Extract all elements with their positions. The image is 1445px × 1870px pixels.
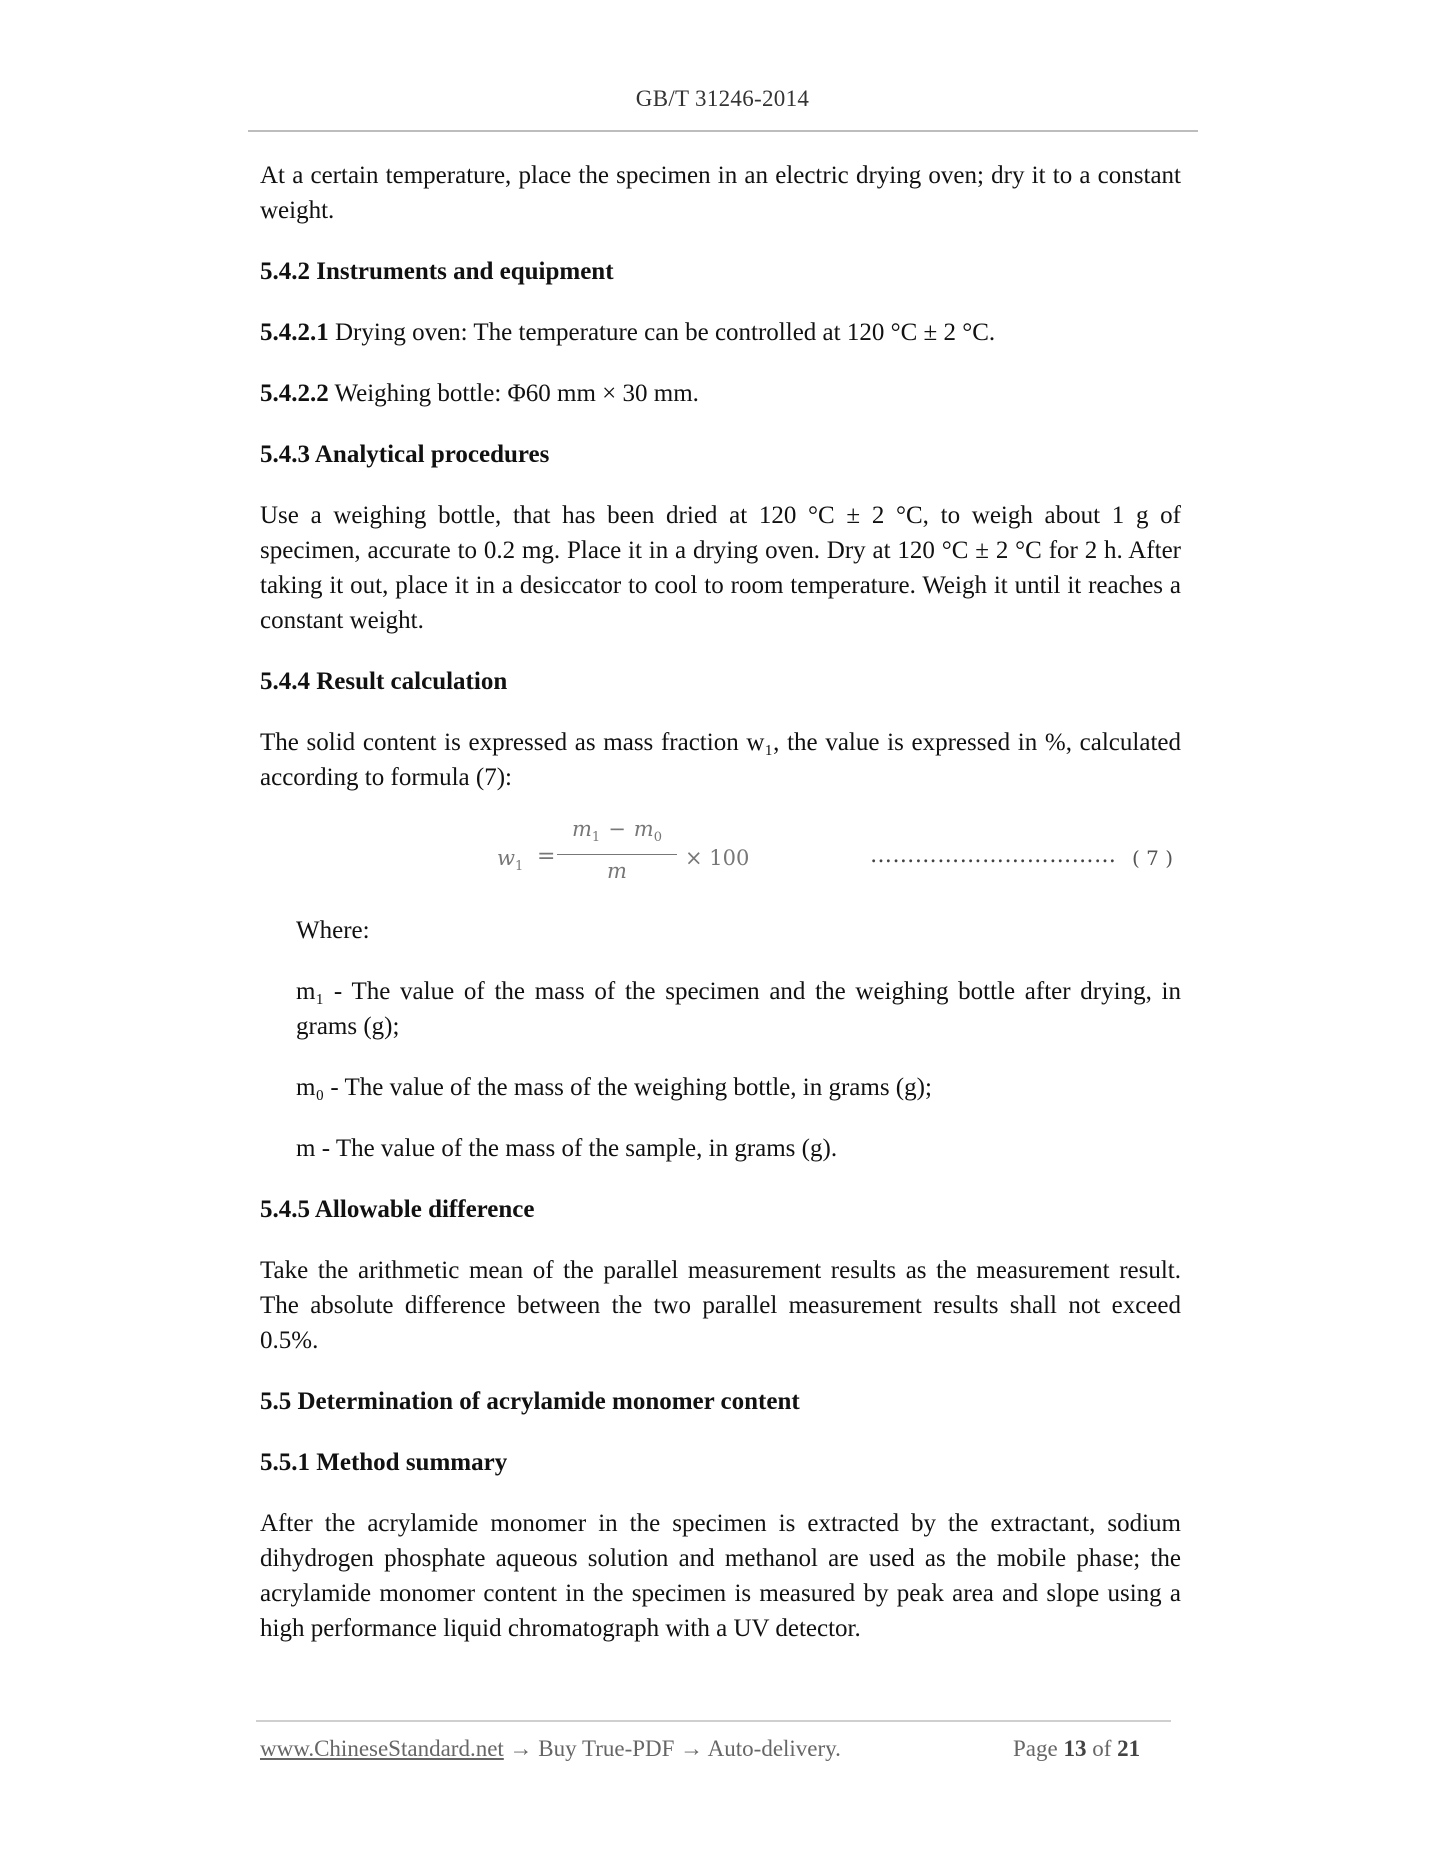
heading-5-4-5: 5.4.5 Allowable difference xyxy=(260,1196,535,1223)
page-total: 21 xyxy=(1117,1736,1141,1761)
of-label: of xyxy=(1092,1736,1112,1761)
heading-5-4-2: 5.4.2 Instruments and equipment xyxy=(260,258,614,285)
clause-text: Drying oven: The temperature can be controlled at 120 °C ± 2 °C. xyxy=(328,319,996,346)
clause-text: Weighing bottle: Φ60 mm × 30 mm. xyxy=(328,380,699,407)
formula-fraction xyxy=(557,815,677,887)
header-standard-number: GB/T 31246-2014 xyxy=(635,86,810,111)
heading-5-5: 5.5 Determination of acrylamide monomer content xyxy=(260,1388,800,1415)
allowable-difference-paragraph: Take the arithmetic mean of the parallel measurement results as the measurement result. The absolute difference between the two parallel measurement results shall not exceed 0.5%. xyxy=(260,1257,1181,1354)
formula-denominator: m xyxy=(607,859,627,884)
formula-lhs: $w_1$ xyxy=(497,846,524,875)
footer-promo-text: → Buy True-PDF → Auto-delivery. xyxy=(503,1736,841,1761)
heading-5-4-3: 5.4.3 Analytical procedures xyxy=(260,441,550,468)
footer-promo xyxy=(260,1736,841,1762)
formula-number: ( 7 ) xyxy=(1132,846,1174,870)
page-current: 13 xyxy=(1063,1736,1087,1761)
clause-number: 5.4.2.1 xyxy=(260,319,329,346)
formula-7 xyxy=(260,817,1181,884)
definition-m1: m₁ - The value of the mass of the specimen and the weighing bottle after drying, in grams (g); xyxy=(296,978,1181,1040)
definition-m: m - The value of the mass of the sample, in grams (g). xyxy=(296,1135,838,1162)
clause-5-4-2-2 xyxy=(260,376,1181,411)
heading-5-5-1: 5.5.1 Method summary xyxy=(260,1449,508,1476)
header-divider xyxy=(248,130,1198,132)
formula-equals: = xyxy=(537,844,556,869)
result-calculation-paragraph: The solid content is expressed as mass fraction w₁, the value is expressed in %, calculated according to formula (7): xyxy=(260,729,1181,791)
procedure-paragraph: Use a weighing bottle, that has been dried at 120 °C ± 2 °C, to weigh about 1 g of specimen, accurate to 0.2 mg. Place it in a drying oven. Dry at 120 °C ± 2 °C for 2 h. After taking it out, place it in a desiccator to cool to room temperature. Weigh it until it reaches a constant weight. xyxy=(260,502,1181,634)
heading-5-4-4: 5.4.4 Result calculation xyxy=(260,668,508,695)
method-summary-paragraph: After the acrylamide monomer in the specimen is extracted by the extractant, sodium dihydrogen phosphate aqueous solution and methanol are used as the mobile phase; the acrylamide monomer content in the specimen is measured by peak area and slope using a high performance liquid chromatograph with a UV detector. xyxy=(260,1510,1181,1642)
footer-site-link[interactable]: www.ChineseStandard.net xyxy=(260,1736,504,1761)
formula-multiplier: × 100 xyxy=(685,846,750,870)
formula-numerator: $m_1 - m_0$ xyxy=(557,815,677,855)
page-label: Page xyxy=(1013,1736,1058,1761)
formula-leader-dots: …………………………… xyxy=(870,843,1117,868)
clause-number: 5.4.2.2 xyxy=(260,380,329,407)
intro-paragraph: At a certain temperature, place the specimen in an electric drying oven; dry it to a constant weight. xyxy=(260,162,1181,224)
clause-5-4-2-1 xyxy=(260,315,1181,350)
definition-m0: m₀ - The value of the mass of the weighing bottle, in grams (g); xyxy=(296,1074,932,1101)
document-body xyxy=(260,158,1181,1646)
footer-page-indicator xyxy=(1013,1736,1140,1762)
footer-divider xyxy=(256,1720,1171,1722)
where-label: Where: xyxy=(296,917,370,944)
